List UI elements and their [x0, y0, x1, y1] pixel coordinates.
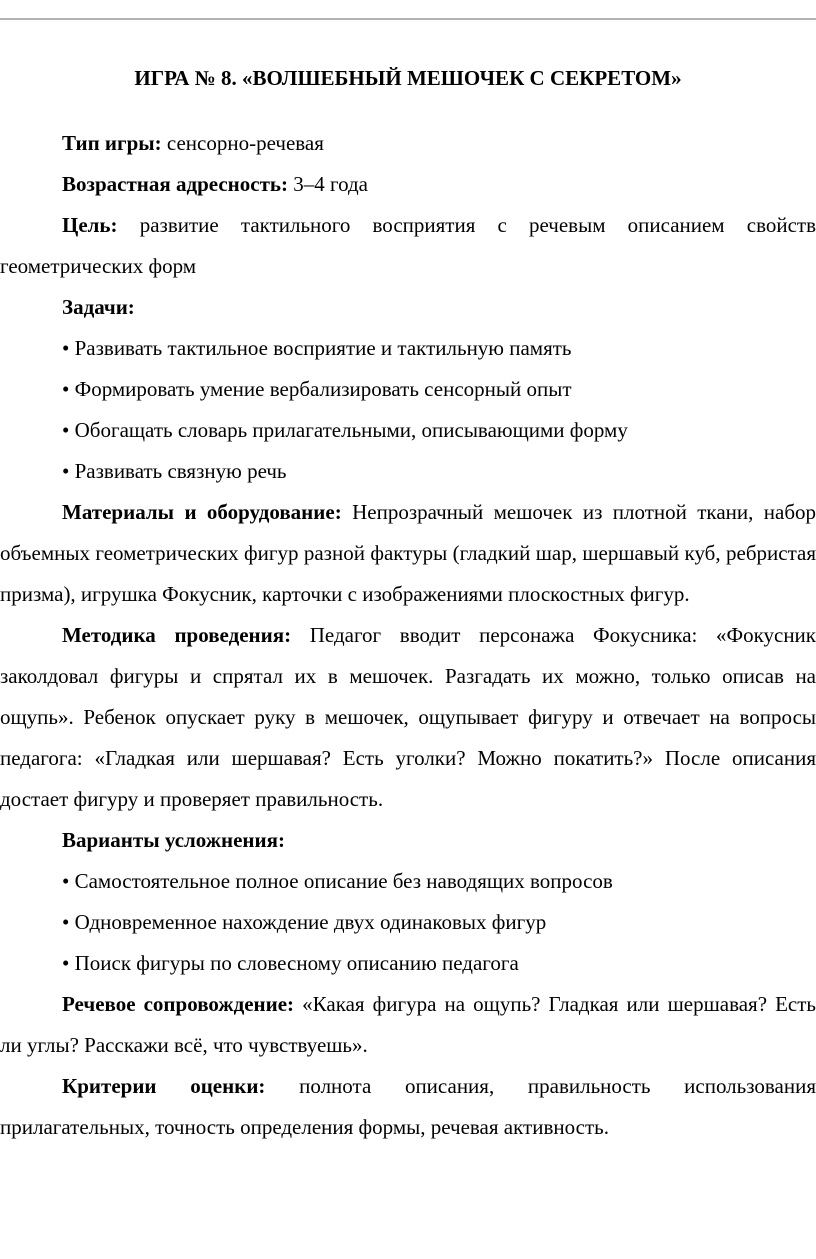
speech-value: «Какая фигура на ощупь? Гладкая или шершавая? Есть ли углы? Расскажи всё, что чувствуешь».: [0, 992, 816, 1057]
age-value: 3–4 года: [293, 172, 369, 196]
age-line: [0, 164, 816, 205]
method-value: Педагог вводит персонажа Фокусника: «Фокусник заколдовал фигуры и спрятал их в мешочек. Разгадать их можно, только описав на ощупь». Ребенок опускает руку в мешочек, ощупывает фигуру и отвечает на вопросы педагога: «Гладкая или шершавая? Есть уголки? Можно покатить?» После описания достает фигуру и проверяет правильность.: [0, 623, 816, 811]
speech-paragraph: [0, 984, 816, 1066]
goal-paragraph: [0, 205, 816, 287]
task-item: • Обогащать словарь прилагательными, описывающими форму: [62, 418, 628, 442]
materials-value: Непрозрачный мешочек из плотной ткани, набор объемных геометрических фигур разной фактуры (гладкий шар, шершавый куб, ребристая призма), игрушка Фокусник, карточки с изображениями плоскостных фигур.: [0, 500, 816, 606]
task-item: • Развивать связную речь: [62, 459, 287, 483]
top-divider: [0, 18, 816, 20]
variants-heading: [0, 820, 816, 861]
method-label: Методика проведения:: [62, 623, 292, 647]
goal-value: развитие тактильного восприятия с речевым описанием свойств геометрических форм: [0, 213, 816, 278]
materials-label: Материалы и оборудование:: [62, 500, 342, 524]
goal-label: Цель:: [62, 213, 118, 237]
materials-paragraph: [0, 492, 816, 615]
game-type-line: [0, 123, 816, 164]
criteria-paragraph: [0, 1066, 816, 1148]
task-item: • Формировать умение вербализировать сенсорный опыт: [62, 377, 572, 401]
page-title: ИГРА № 8. «ВОЛШЕБНЫЙ МЕШОЧЕК С СЕКРЕТОМ»: [134, 66, 682, 90]
document-body: [0, 58, 816, 1148]
variant-item: • Поиск фигуры по словесному описанию педагога: [62, 951, 519, 975]
game-type-value: сенсорно-речевая: [166, 131, 324, 155]
variant-item: • Самостоятельное полное описание без наводящих вопросов: [62, 869, 613, 893]
variants-label: Варианты усложнения:: [62, 828, 285, 852]
age-label: Возрастная адресность:: [62, 172, 289, 196]
criteria-value: полнота описания, правильность использования прилагательных, точность определения формы, речевая активность.: [0, 1074, 816, 1139]
tasks-label: Задачи:: [62, 295, 135, 319]
method-paragraph: [0, 615, 816, 820]
variant-item: • Одновременное нахождение двух одинаковых фигур: [62, 910, 547, 934]
speech-label: Речевое сопровождение:: [62, 992, 295, 1016]
game-type-label: Тип игры:: [62, 131, 162, 155]
criteria-label: Критерии оценки:: [62, 1074, 266, 1098]
task-item: • Развивать тактильное восприятие и тактильную память: [62, 336, 572, 360]
tasks-heading: [0, 287, 816, 328]
